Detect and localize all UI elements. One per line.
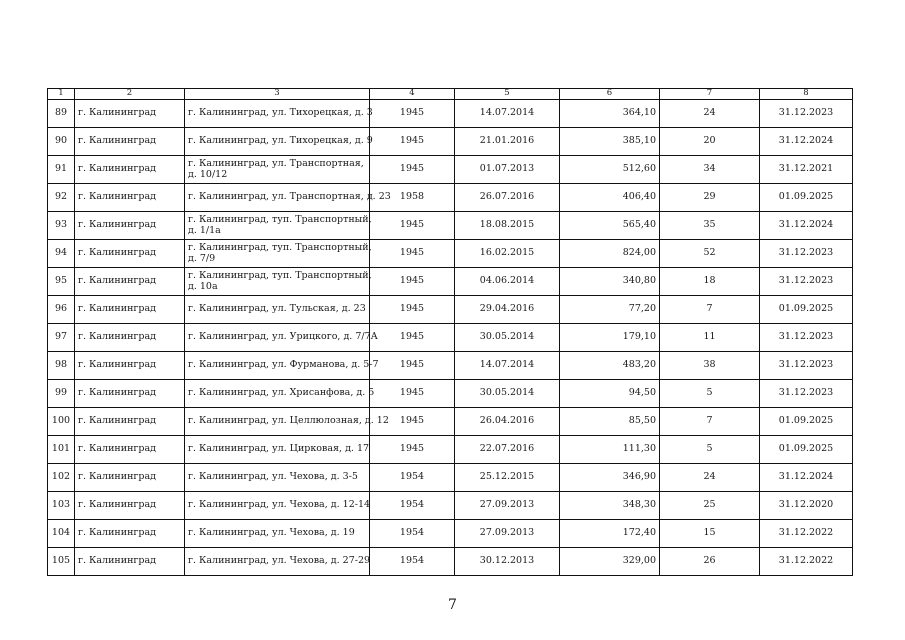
city-cell: г. Калининград: [75, 156, 185, 184]
address-line: г. Калининград, туп. Транспортный,: [188, 269, 372, 281]
address-cell: [185, 156, 370, 184]
city-cell: г. Калининград: [75, 464, 185, 492]
area-cell: 565,40: [560, 212, 660, 240]
address-line: г. Калининград, ул. Тульская, д. 23: [188, 303, 366, 315]
address-cell: [185, 408, 389, 436]
table-row: [48, 212, 853, 240]
residents-count-cell: 7: [660, 296, 760, 324]
deadline-date-cell: 31.12.2023: [760, 380, 853, 408]
city-cell: г. Калининград: [75, 436, 185, 464]
row-number-cell: 96: [48, 296, 75, 324]
city-cell: г. Калининград: [75, 240, 185, 268]
housing-register-table: [47, 88, 853, 576]
residents-count-cell: 11: [660, 324, 760, 352]
address-cell: [185, 296, 370, 324]
table-row: [48, 296, 853, 324]
table-row: [48, 436, 853, 464]
survey-date-cell: 18.08.2015: [455, 212, 560, 240]
row-number-cell: 95: [48, 268, 75, 296]
address-cell: [185, 240, 370, 268]
city-cell: г. Калининград: [75, 380, 185, 408]
residents-count-cell: 24: [660, 464, 760, 492]
address-line: г. Калининград, ул. Целлюлозная, д. 12: [188, 415, 389, 427]
address-cell: [185, 520, 370, 548]
table-row: [48, 548, 853, 576]
residents-count-cell: 35: [660, 212, 760, 240]
deadline-date-cell: 31.12.2024: [760, 128, 853, 156]
residents-count-cell: 7: [660, 408, 760, 436]
city-cell: г. Калининград: [75, 520, 185, 548]
city-cell: г. Калининград: [75, 212, 185, 240]
address-line: г. Калининград, ул. Чехова, д. 3-5: [188, 471, 358, 483]
survey-date-cell: 14.07.2014: [455, 352, 560, 380]
city-cell: г. Калининград: [75, 268, 185, 296]
build-year-cell: 1945: [370, 128, 455, 156]
city-cell: г. Калининград: [75, 352, 185, 380]
deadline-date-cell: 31.12.2022: [760, 548, 853, 576]
residents-count-cell: 29: [660, 184, 760, 212]
deadline-date-cell: 31.12.2024: [760, 464, 853, 492]
survey-date-cell: 27.09.2013: [455, 492, 560, 520]
row-number-cell: 91: [48, 156, 75, 184]
table-row: [48, 380, 853, 408]
survey-date-cell: 16.02.2015: [455, 240, 560, 268]
row-number-cell: 102: [48, 464, 75, 492]
table-body: [48, 100, 853, 576]
column-header: 5: [455, 89, 560, 100]
deadline-date-cell: 31.12.2023: [760, 268, 853, 296]
survey-date-cell: 22.07.2016: [455, 436, 560, 464]
row-number-cell: 103: [48, 492, 75, 520]
residents-count-cell: 26: [660, 548, 760, 576]
table-row: [48, 324, 853, 352]
row-number-cell: 105: [48, 548, 75, 576]
deadline-date-cell: 31.12.2023: [760, 240, 853, 268]
area-cell: 329,00: [560, 548, 660, 576]
table-row: [48, 492, 853, 520]
deadline-date-cell: 01.09.2025: [760, 436, 853, 464]
address-cell: [185, 548, 370, 576]
area-cell: 483,20: [560, 352, 660, 380]
column-number-row: [48, 89, 853, 100]
residents-count-cell: 34: [660, 156, 760, 184]
row-number-cell: 97: [48, 324, 75, 352]
address-cell: [185, 100, 373, 128]
address-line: г. Калининград, ул. Фурманова, д. 5-7: [188, 359, 379, 371]
build-year-cell: 1954: [370, 464, 455, 492]
survey-date-cell: 27.09.2013: [455, 520, 560, 548]
area-cell: 824,00: [560, 240, 660, 268]
city-cell: г. Калининград: [75, 296, 185, 324]
survey-date-cell: 25.12.2015: [455, 464, 560, 492]
column-header: 6: [560, 89, 660, 100]
address-line: г. Калининград, ул. Чехова, д. 19: [188, 527, 355, 539]
residents-count-cell: 24: [660, 100, 760, 128]
area-cell: 94,50: [560, 380, 660, 408]
area-cell: 340,80: [560, 268, 660, 296]
row-number-cell: 99: [48, 380, 75, 408]
deadline-date-cell: 31.12.2021: [760, 156, 853, 184]
address-cell: [185, 212, 370, 240]
deadline-date-cell: 01.09.2025: [760, 408, 853, 436]
build-year-cell: 1954: [370, 492, 455, 520]
build-year-cell: 1958: [370, 184, 455, 212]
table-row: [48, 240, 853, 268]
address-line: д. 1/1а: [188, 224, 221, 236]
address-cell: [185, 268, 370, 296]
address-line: г. Калининград, ул. Тихорецкая, д. 9: [188, 135, 373, 147]
build-year-cell: 1945: [370, 156, 455, 184]
deadline-date-cell: 01.09.2025: [760, 296, 853, 324]
address-line: г. Калининград, ул. Транспортная, д. 23: [188, 191, 391, 203]
address-line: г. Калининград, туп. Транспортный,: [188, 213, 372, 225]
column-header: 2: [75, 89, 185, 100]
table-row: [48, 408, 853, 436]
column-header: 7: [660, 89, 760, 100]
row-number-cell: 100: [48, 408, 75, 436]
survey-date-cell: 30.05.2014: [455, 380, 560, 408]
build-year-cell: 1945: [370, 296, 455, 324]
table-row: [48, 520, 853, 548]
build-year-cell: 1945: [370, 408, 455, 436]
deadline-date-cell: 31.12.2023: [760, 324, 853, 352]
address-line: г. Калининград, туп. Транспортный,: [188, 241, 372, 253]
build-year-cell: 1945: [370, 240, 455, 268]
table-row: [48, 464, 853, 492]
residents-count-cell: 25: [660, 492, 760, 520]
area-cell: 85,50: [560, 408, 660, 436]
address-line: г. Калининград, ул. Хрисанфова, д. 5: [188, 387, 375, 399]
area-cell: 346,90: [560, 464, 660, 492]
row-number-cell: 101: [48, 436, 75, 464]
residents-count-cell: 18: [660, 268, 760, 296]
address-line: г. Калининград, ул. Цирковая, д. 17: [188, 443, 370, 455]
survey-date-cell: 14.07.2014: [455, 100, 560, 128]
survey-date-cell: 04.06.2014: [455, 268, 560, 296]
deadline-date-cell: 31.12.2024: [760, 212, 853, 240]
survey-date-cell: 21.01.2016: [455, 128, 560, 156]
survey-date-cell: 30.12.2013: [455, 548, 560, 576]
survey-date-cell: 30.05.2014: [455, 324, 560, 352]
residents-count-cell: 5: [660, 436, 760, 464]
address-line: г. Калининград, ул. Чехова, д. 27-29: [188, 555, 371, 567]
address-cell: [185, 128, 373, 156]
area-cell: 77,20: [560, 296, 660, 324]
deadline-date-cell: 01.09.2025: [760, 184, 853, 212]
survey-date-cell: 26.04.2016: [455, 408, 560, 436]
build-year-cell: 1945: [370, 436, 455, 464]
city-cell: г. Калининград: [75, 408, 185, 436]
residents-count-cell: 52: [660, 240, 760, 268]
address-cell: [185, 352, 379, 380]
area-cell: 364,10: [560, 100, 660, 128]
column-header: 4: [370, 89, 455, 100]
address-cell: [185, 184, 391, 212]
address-cell: [185, 324, 378, 352]
address-cell: [185, 492, 370, 520]
row-number-cell: 93: [48, 212, 75, 240]
address-cell: [185, 436, 370, 464]
area-cell: 406,40: [560, 184, 660, 212]
city-cell: г. Калининград: [75, 184, 185, 212]
table-row: [48, 268, 853, 296]
row-number-cell: 92: [48, 184, 75, 212]
build-year-cell: 1945: [370, 352, 455, 380]
address-line: д. 10/12: [188, 168, 228, 180]
area-cell: 385,10: [560, 128, 660, 156]
address-line: г. Калининград, ул. Транспортная,: [188, 157, 364, 169]
build-year-cell: 1945: [370, 324, 455, 352]
column-header: 3: [185, 89, 370, 100]
area-cell: 348,30: [560, 492, 660, 520]
page-number: 7: [448, 597, 457, 613]
city-cell: г. Калининград: [75, 492, 185, 520]
address-cell: [185, 464, 370, 492]
row-number-cell: 98: [48, 352, 75, 380]
deadline-date-cell: 31.12.2022: [760, 520, 853, 548]
table-row: [48, 100, 853, 128]
address-line: г. Калининград, ул. Чехова, д. 12-14: [188, 499, 371, 511]
table-row: [48, 352, 853, 380]
city-cell: г. Калининград: [75, 548, 185, 576]
city-cell: г. Калининград: [75, 128, 185, 156]
residents-count-cell: 20: [660, 128, 760, 156]
build-year-cell: 1954: [370, 548, 455, 576]
table-row: [48, 156, 853, 184]
row-number-cell: 90: [48, 128, 75, 156]
area-cell: 179,10: [560, 324, 660, 352]
row-number-cell: 104: [48, 520, 75, 548]
residents-count-cell: 15: [660, 520, 760, 548]
address-line: д. 7/9: [188, 252, 216, 264]
build-year-cell: 1945: [370, 380, 455, 408]
address-line: г. Калининград, ул. Тихорецкая, д. 3: [188, 107, 373, 119]
survey-date-cell: 01.07.2013: [455, 156, 560, 184]
city-cell: г. Калининград: [75, 100, 185, 128]
area-cell: 111,30: [560, 436, 660, 464]
area-cell: 512,60: [560, 156, 660, 184]
address-cell: [185, 380, 375, 408]
address-line: г. Калининград, ул. Урицкого, д. 7/7А: [188, 331, 378, 343]
row-number-cell: 89: [48, 100, 75, 128]
survey-date-cell: 29.04.2016: [455, 296, 560, 324]
build-year-cell: 1945: [370, 268, 455, 296]
column-header: 8: [760, 89, 853, 100]
deadline-date-cell: 31.12.2023: [760, 352, 853, 380]
address-line: д. 10а: [188, 280, 218, 292]
deadline-date-cell: 31.12.2023: [760, 100, 853, 128]
column-header: 1: [48, 89, 75, 100]
residents-count-cell: 38: [660, 352, 760, 380]
city-cell: г. Калининград: [75, 324, 185, 352]
area-cell: 172,40: [560, 520, 660, 548]
row-number-cell: 94: [48, 240, 75, 268]
table-row: [48, 128, 853, 156]
build-year-cell: 1945: [370, 100, 455, 128]
build-year-cell: 1945: [370, 212, 455, 240]
document-sheet: [47, 88, 852, 576]
residents-count-cell: 5: [660, 380, 760, 408]
survey-date-cell: 26.07.2016: [455, 184, 560, 212]
build-year-cell: 1954: [370, 520, 455, 548]
table-row: [48, 184, 853, 212]
deadline-date-cell: 31.12.2020: [760, 492, 853, 520]
